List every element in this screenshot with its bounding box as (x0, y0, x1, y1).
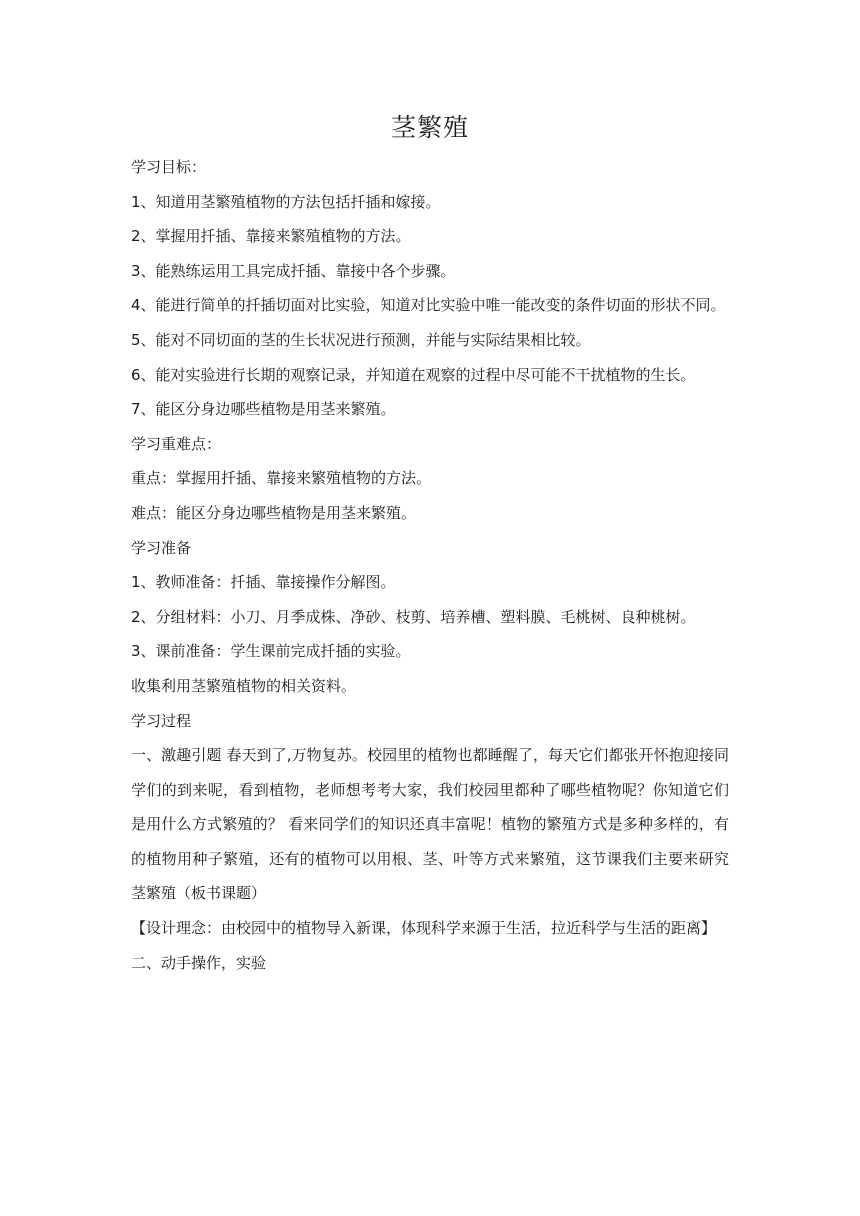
objective-item-5: 5、能对不同切面的茎的生长状况进行预测，并能与实际结果相比较。 (131, 330, 591, 349)
objective-item-4: 4、能进行简单的扦插切面对比实验，知道对比实验中唯一能改变的条件切面的形状不同。 (131, 296, 726, 315)
process-step-1: 一、激趣引题 春天到了,万物复苏。校园里的植物也都睡醒了，每天它们都张开怀抱迎接同学们的到来呢，看到植物，老师想考考大家，我们校园里都种了哪些植物呢？你知道它们是用什么方式繁殖的？ 看来同学们的知识还真丰富呢！植物的繁殖方式是多种多样的，有的植物用种子繁殖，还有的植物可以用根、茎、叶等方式来繁殖，这节课我们主要来研究茎繁殖（板书课题） (131, 746, 729, 903)
process-step-2: 二、动手操作，实验 (131, 953, 267, 972)
document-title: 茎繁殖 (390, 113, 469, 142)
section-heading-process: 学习过程 (131, 711, 192, 730)
objective-item-2: 2、掌握用扦插、靠接来繁殖植物的方法。 (131, 227, 411, 246)
key-point: 重点：掌握用扦插、靠接来繁殖植物的方法。 (131, 469, 432, 488)
difficult-point: 难点：能区分身边哪些植物是用茎来繁殖。 (131, 503, 417, 522)
document-body (131, 110, 729, 980)
objective-item-1: 1、知道用茎繁殖植物的方法包括扦插和嫁接。 (131, 192, 441, 211)
objective-item-6: 6、能对实验进行长期的观察记录，并知道在观察的过程中尽可能不干扰植物的生长。 (131, 365, 696, 384)
section-heading-objectives: 学习目标： (131, 158, 207, 176)
section-heading-preparation: 学习准备 (131, 538, 192, 557)
preparation-item-3: 3、课前准备：学生课前完成扦插的实验。 (131, 642, 411, 661)
preparation-note: 收集利用茎繁殖植物的相关资料。 (131, 676, 357, 695)
preparation-item-2: 2、分组材料：小刀、月季成株、净砂、枝剪、培养槽、塑料膜、毛桃树、良种桃树。 (131, 607, 696, 626)
section-heading-key-points: 学习重难点： (131, 434, 222, 453)
objective-item-7: 7、能区分身边哪些植物是用茎来繁殖。 (131, 400, 396, 419)
preparation-item-1: 1、教师准备：扦插、靠接操作分解图。 (131, 573, 396, 592)
objective-item-3: 3、能熟练运用工具完成扦插、靠接中各个步骤。 (131, 261, 456, 280)
design-rationale: 【设计理念：由校园中的植物导入新课，体现科学来源于生活，拉近科学与生活的距离】 (131, 919, 717, 938)
